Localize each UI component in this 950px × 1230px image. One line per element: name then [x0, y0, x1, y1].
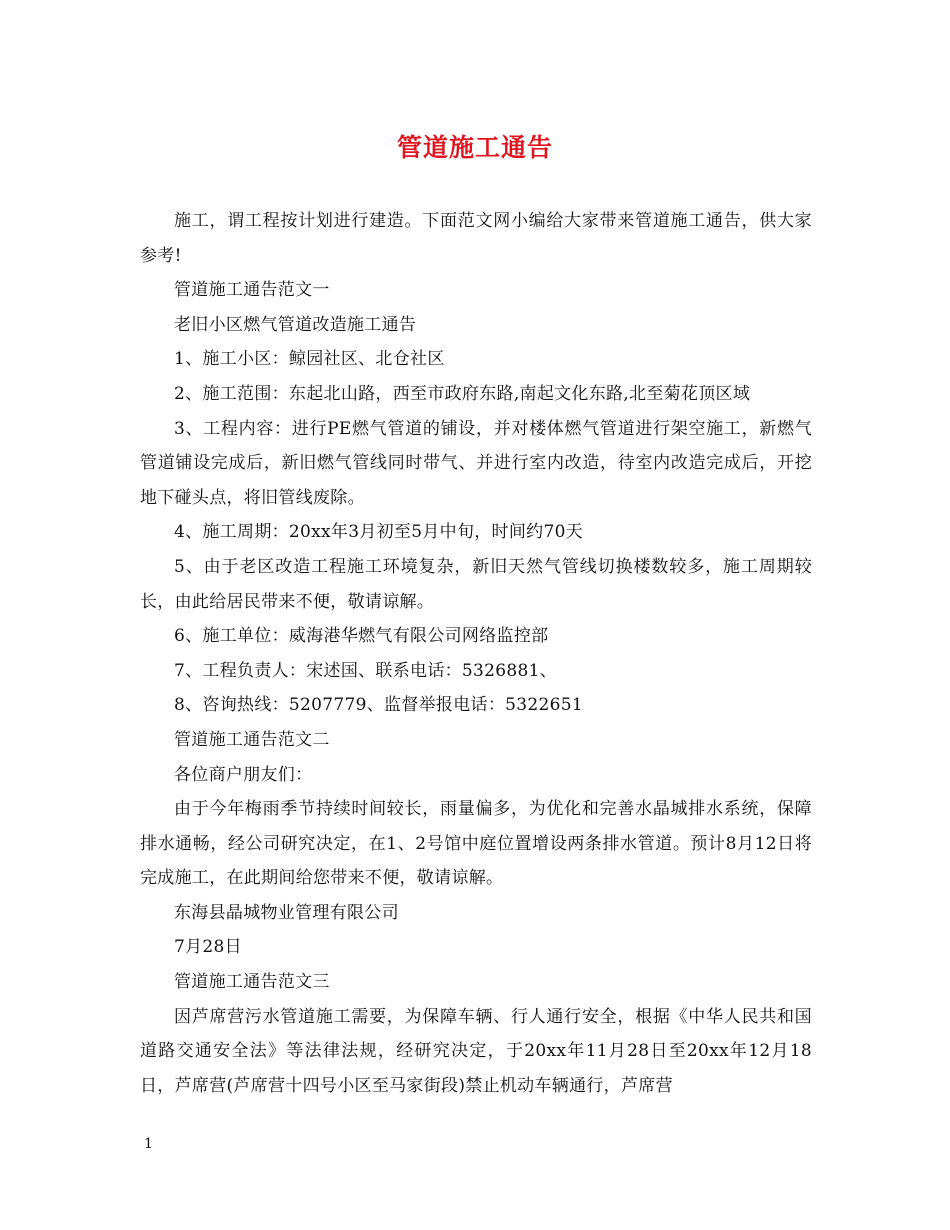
paragraph-notice-3: 因芦席营污水管道施工需要，为保障车辆、行人通行安全，根据《中华人民共和国道路交通安全法》等法律法规，经研究决定，于20xx年11月28日至20xx年12月18日，芦席营(芦席营十四号小区至马家街段)禁止机动车辆通行，芦席营: [140, 1006, 812, 1096]
item-2: 2、施工范围：东起北山路，西至市政府东路,南起文化东路,北至菊花顶区域: [174, 383, 751, 404]
paragraph-intro: 施工，谓工程按计划进行建造。下面范文网小编给大家带来管道施工通告，供大家参考!: [140, 211, 812, 266]
salutation: 各位商户朋友们：: [174, 764, 313, 785]
page-number: 1: [144, 1136, 153, 1152]
document-title: 管道施工通告: [396, 133, 553, 162]
signature-date: 7月28日: [174, 937, 242, 958]
notice-title-1: 老旧小区燃气管道改造施工通告: [174, 314, 417, 335]
item-1: 1、施工小区：鲸园社区、北仓社区: [174, 349, 445, 370]
item-3: 3、工程内容：进行PE燃气管道的铺设，并对楼体燃气管道进行架空施工，新燃气管道铺设完成后，新旧燃气管线同时带气、并进行室内改造，待室内改造完成后，开挖地下碰头点，将旧管线废除。: [140, 418, 812, 508]
item-5: 5、由于老区改造工程施工环境复杂，新旧天然气管线切换楼数较多，施工周期较长，由此给居民带来不便，敬请谅解。: [140, 556, 812, 612]
signature-company: 东海县晶城物业管理有限公司: [174, 902, 399, 923]
item-6: 6、施工单位：威海港华燃气有限公司网络监控部: [174, 626, 549, 647]
item-8: 8、咨询热线：5207779、监督举报电话：5322651: [174, 695, 583, 716]
document-body: [140, 204, 812, 1103]
item-4: 4、施工周期：20xx年3月初至5月中旬，时间约70天: [174, 522, 583, 543]
item-7: 7、工程负责人：宋述国、联系电话：5326881、: [174, 660, 558, 681]
heading-sample-3: 管道施工通告范文三: [174, 972, 330, 993]
heading-sample-1: 管道施工通告范文一: [174, 280, 330, 301]
heading-sample-2: 管道施工通告范文二: [174, 729, 330, 750]
paragraph-notice-2: 由于今年梅雨季节持续时间较长，雨量偏多，为优化和完善水晶城排水系统，保障排水通畅，经公司研究决定，在1、2号馆中庭位置增设两条排水管道。预计8月12日将完成施工，在此期间给您带来不便，敬请谅解。: [140, 799, 812, 889]
